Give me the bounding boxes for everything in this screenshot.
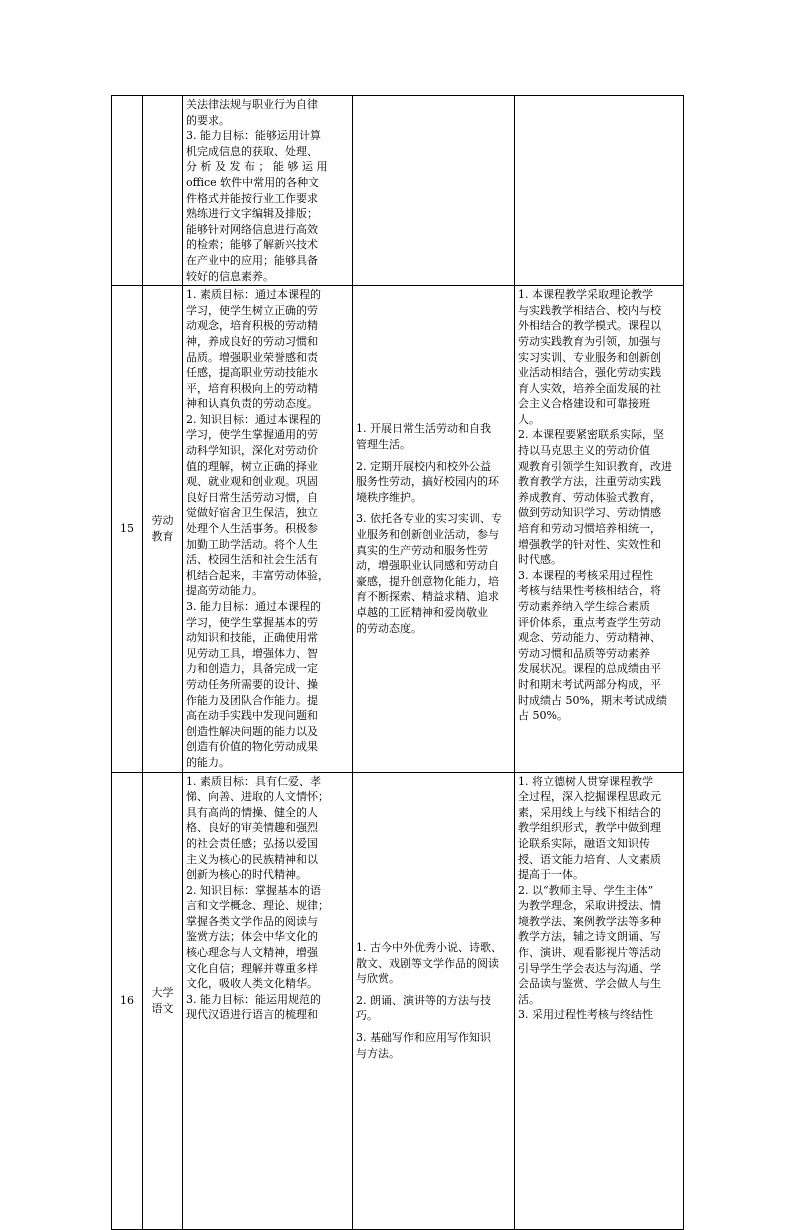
text-line: 会品读与鉴赏、学会做人与生 (518, 977, 661, 991)
text-line: 关法律法规与职业行为自律 (186, 98, 318, 111)
text-line: 力和创造力，具备完成一定 (186, 662, 318, 676)
text-line: 现代汉语进行语言的梳理和 (186, 1008, 318, 1022)
text-line: 3. 能力目标：通过本课程的 (186, 600, 321, 613)
text-line: 卓越的工匠精神和爱岗敬业 (356, 606, 488, 619)
objectives-cell (183, 96, 353, 286)
text-line: 学习，使学生掌握基本的劳 (186, 615, 318, 629)
content-paragraph (356, 459, 511, 506)
text-line: 值的理解，树立正确的择业 (186, 459, 318, 473)
text-line: 较好的信息素养。 (186, 269, 274, 283)
text-line: 教学方法，辅之诗文朗诵、写 (518, 930, 661, 944)
text-line: 3. 依托各专业的实习实训、专 (356, 512, 502, 526)
text-line: 教学组织形式，教学中做到理 (518, 821, 661, 835)
text-line: 核心理念与人文精神，增强 (186, 946, 318, 960)
text-line: 提高于一体。 (518, 868, 584, 882)
text-line: 业活动相结合，强化劳动实践 (518, 366, 661, 380)
text-line: 2. 知识目标：通过本课程的 (186, 412, 321, 426)
text-line: 育不断探索、精益求精、追求 (356, 590, 499, 604)
text-line: 实习实训、专业服务和创新创 (518, 350, 661, 364)
text-line: 创造有价值的物化劳动成果 (186, 740, 318, 754)
text-line: 人。 (518, 412, 540, 426)
text-line: 素，采用线上与线下相结合的 (518, 805, 661, 819)
text-line: 1. 将立德树人贯穿课程教学 (518, 774, 653, 788)
content-paragraph (356, 421, 511, 452)
content-paragraph (356, 993, 511, 1024)
text-line: 的检索；能够了解新兴技术 (186, 238, 318, 252)
text-line: 与欣赏。 (356, 972, 400, 986)
text-line: 考核与结果性考核相结合，将 (518, 584, 661, 598)
text-line: 高在动手实践中发现问题和 (186, 709, 318, 723)
text-line: 神，养成良好的劳动习惯和 (186, 334, 318, 348)
text-line: 悌、向善、进取的人文情怀； (186, 790, 329, 804)
text-line: 培育和劳动习惯培养相统一， (518, 522, 661, 536)
text-line: 活。 (518, 992, 540, 1006)
text-line: 大学 (151, 985, 174, 999)
text-line: 的能力。 (186, 755, 230, 769)
text-line: 作能力及团队合作能力。提 (186, 693, 318, 707)
text-line: 具有高尚的情操、健全的人 (186, 805, 318, 819)
table-row (112, 772, 684, 1229)
text-line: 3. 能力目标：能运用规范的 (186, 992, 321, 1006)
content-cell (353, 286, 515, 772)
text-line: 动科学知识，深化对劳动价 (186, 444, 318, 458)
text-line: 1. 古今中外优秀小说、诗歌、 (356, 940, 502, 954)
text-line: office 软件中常用的各种文 (186, 175, 320, 189)
content-paragraph (356, 940, 511, 987)
text-line: 活、校园生活和社会生活有 (186, 553, 318, 567)
text-line: 养成教育、劳动体验式教育， (518, 490, 661, 504)
text-line: 提高劳动能力。 (186, 584, 263, 598)
text-line: 教育 (151, 529, 174, 543)
text-line: 良好日常生活劳动习惯，自 (186, 490, 318, 504)
text-line: 2. 以“教师主导、学生主体” (518, 883, 654, 897)
course-number-cell (112, 286, 143, 772)
text-line: 育人实效，培养全面发展的社 (518, 381, 661, 395)
text-line: 引导学生学会表达与沟通、学 (518, 961, 661, 975)
text-line: 时代感。 (518, 553, 562, 567)
text-line: 劳动任务所需要的设计、操 (186, 677, 318, 691)
text-line: 境秩序维护。 (356, 490, 422, 504)
content-paragraph (356, 1030, 511, 1061)
text-line: 发展状况。课程的总成绩由平 (518, 662, 661, 676)
text-line: 观、就业观和创业观。巩固 (186, 475, 318, 489)
text-line: 动观念，培育积极的劳动精 (186, 319, 318, 333)
text-line: 3. 能力目标：能够运用计算 (186, 129, 321, 143)
text-line: 熟练进行文字编辑及排版； (186, 207, 318, 221)
text-line: 言和文学概念、理论、规律； (186, 899, 329, 913)
text-line: 外相结合的教学模式。课程以 (518, 319, 661, 333)
text-line: 持以马克思主义的劳动价值 (518, 444, 650, 458)
text-line: 的要求。 (186, 113, 230, 127)
text-line: 2. 朗诵、演讲等的方法与技 (356, 993, 491, 1007)
text-line: 作、演讲、观看影视片等活动 (518, 946, 661, 960)
text-line: 观念、劳动能力、劳动精神、 (518, 631, 661, 645)
text-line: 品质。增强职业荣誉感和责 (186, 350, 318, 364)
text-line: 主义为核心的民族精神和以 (186, 852, 318, 866)
course-name-cell (143, 772, 183, 1229)
text-line: 与实践教学相结合、校内与校 (518, 303, 661, 317)
text-line: 处理个人生活事务。积极参 (186, 522, 318, 536)
course-number: 16 (120, 993, 134, 1007)
table-row (112, 96, 684, 286)
requirements-cell (515, 96, 684, 286)
text-line: 劳动素养纳入学生综合素质 (518, 600, 650, 613)
text-line: 境教学法、案例教学法等多种 (518, 914, 661, 928)
course-table (111, 95, 684, 1230)
text-line: 教育教学方法，注重劳动实践 (518, 475, 661, 489)
text-line: 观教育引领学生知识教育，改进 (518, 459, 672, 473)
course-number: 15 (120, 522, 134, 536)
text-line: 学习，使学生树立正确的劳 (186, 303, 318, 317)
course-number-cell (112, 96, 143, 286)
text-line: 真实的生产劳动和服务性劳 (356, 543, 488, 557)
text-line: 1. 本课程教学采取理论教学 (518, 288, 653, 302)
content-cell (353, 772, 515, 1229)
text-line: 管理生活。 (356, 438, 411, 452)
text-line: 觉做好宿舍卫生保洁，独立 (186, 506, 318, 520)
text-line: 论联系实际，融语文知识传 (518, 836, 650, 850)
content-paragraph (356, 511, 511, 636)
text-line: 加勤工助学活动。将个人生 (186, 537, 318, 551)
text-line: 巧。 (356, 1009, 378, 1023)
text-line: 与方法。 (356, 1046, 400, 1060)
text-line: 动，增强职业认同感和劳动自 (356, 559, 499, 573)
text-line: 机完成信息的获取、处理、 (186, 144, 318, 158)
course-name-cell (143, 286, 183, 772)
text-line: 占 50%。 (518, 709, 568, 723)
text-line: 鉴赏方法；体会中华文化的 (186, 930, 318, 944)
text-line: 语文 (151, 1001, 174, 1015)
text-line: 机结合起来，丰富劳动体验， (186, 568, 329, 582)
text-line: 增强教学的针对性、实效性和 (518, 537, 661, 551)
text-line: 授、语文能力培育、人文素质 (518, 852, 661, 866)
text-line: 的社会责任感；弘扬以爱国 (186, 836, 318, 850)
text-line: 创新为核心的时代精神。 (186, 868, 307, 882)
text-line: 3. 基础写作和应用写作知识 (356, 1030, 491, 1044)
text-line: 神和认真负责的劳动态度。 (186, 397, 318, 411)
text-line: 格、良好的审美情趣和强烈 (186, 821, 318, 835)
text-line: 3. 本课程的考核采用过程性 (518, 568, 653, 582)
text-line: 1. 开展日常生活劳动和自我 (356, 422, 491, 436)
objectives-cell (183, 772, 353, 1229)
text-line: 劳动实践教育为引领，加强与 (518, 334, 661, 348)
course-name-cell (143, 96, 183, 286)
text-line: 平，培育积极向上的劳动精 (186, 381, 318, 395)
text-line: 见劳动工具，增强体力、智 (186, 646, 318, 660)
text-line: 评价体系，重点考查学生劳动 (518, 615, 661, 629)
text-line: 2. 知识目标：掌握基本的语 (186, 883, 321, 897)
text-line: 劳动习惯和品质等劳动素养 (518, 646, 650, 660)
text-line: 能够针对网络信息进行高效 (186, 222, 318, 236)
text-line: 件格式并能按行业工作要求 (186, 191, 318, 205)
text-line: 2. 本课程要紧密联系实际，坚 (518, 428, 664, 442)
text-line: 业服务和创新创业活动，参与 (356, 528, 499, 542)
text-line: 学习，使学生掌握通用的劳 (186, 428, 318, 442)
text-line: 服务性劳动，搞好校园内的环 (356, 475, 499, 489)
text-line: 散文、戏剧等文学作品的阅读 (356, 956, 499, 970)
text-line: 会主义合格建设和可靠接班 (518, 397, 650, 411)
text-line: 文化，吸收人类文化精华。 (186, 977, 318, 991)
text-line: 时成绩占 50%，期末考试成绩 (518, 693, 667, 707)
text-line: 在产业中的应用；能够具备 (186, 253, 318, 267)
text-line: 时和期末考试两部分构成，平 (518, 677, 661, 691)
text-line: 掌握各类文学作品的阅读与 (186, 914, 318, 928)
text-line: 1. 素质目标：通过本课程的 (186, 288, 321, 302)
text-line: 为教学理念，采取讲授法、情 (518, 899, 661, 913)
text-line: 创造性解决问题的能力以及 (186, 724, 318, 738)
requirements-cell (515, 286, 684, 772)
table-row (112, 286, 684, 772)
text-line: 文化自信；理解并尊重多样 (186, 961, 318, 975)
text-line: 全过程，深入挖掘课程思政元 (518, 790, 661, 804)
text-line: 动知识和技能，正确使用常 (186, 631, 318, 645)
requirements-cell (515, 772, 684, 1229)
course-number-cell (112, 772, 143, 1229)
content-cell (353, 96, 515, 286)
text-line: 2. 定期开展校内和校外公益 (356, 459, 491, 473)
text-line: 的劳动态度。 (356, 621, 422, 635)
text-line: 任感，提高职业劳动技能水 (186, 366, 318, 380)
text-line: 豪感，提升创意物化能力，培 (356, 574, 499, 588)
objectives-cell (183, 286, 353, 772)
text-line: 1. 素质目标：具有仁爱、孝 (186, 774, 321, 788)
text-line: 做到劳动知识学习、劳动情感 (518, 506, 661, 520)
text-line: 分 析 及 发 布 ； 能 够 运 用 (186, 160, 328, 174)
text-line: 劳动 (151, 514, 174, 528)
text-line: 3. 采用过程性考核与终结性 (518, 1008, 653, 1022)
